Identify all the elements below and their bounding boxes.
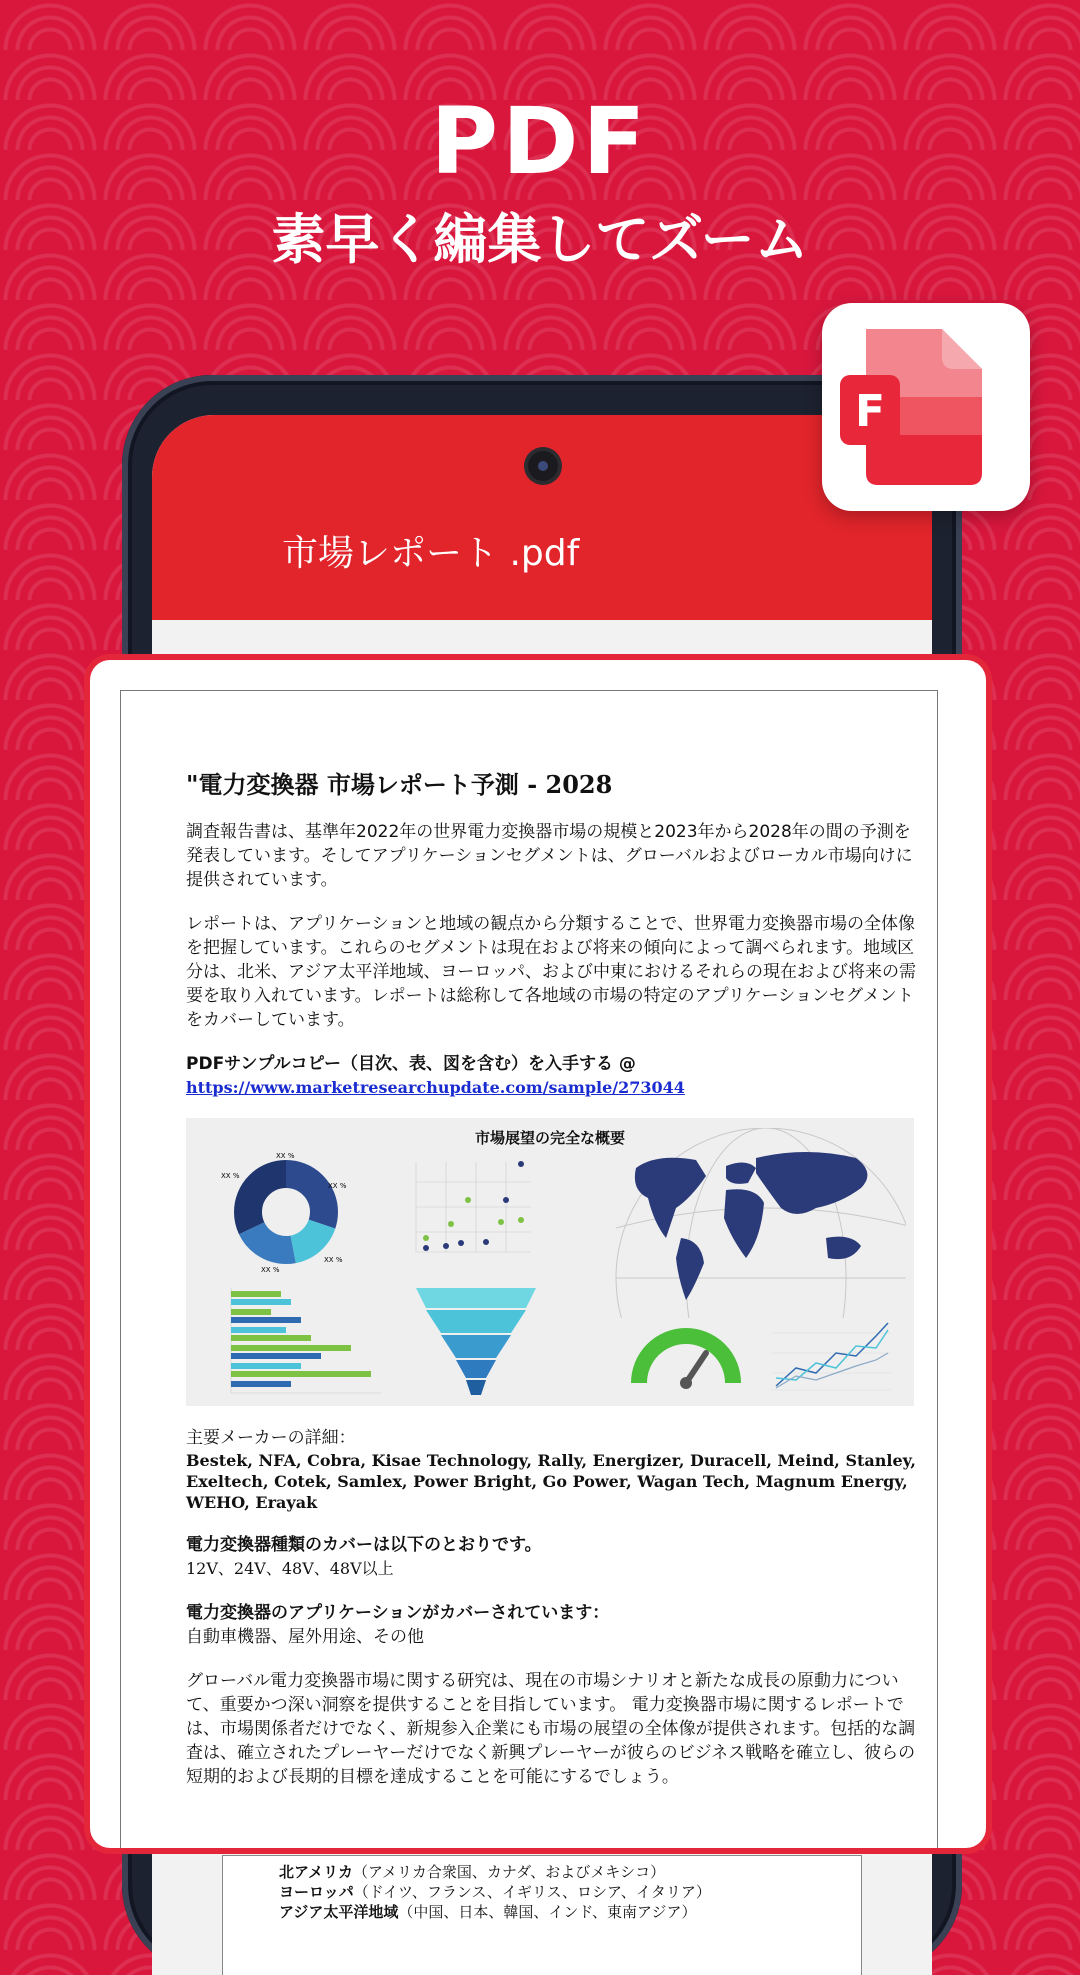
gauge-icon xyxy=(631,1313,741,1393)
document-title: "電力変換器 市場レポート予測 - 2028 xyxy=(186,770,613,799)
makers-label: 主要メーカーの詳細： xyxy=(186,1428,356,1448)
region-row: ヨーロッパ（ドイツ、フランス、イギリス、ロシア、イタリア） xyxy=(279,1883,711,1901)
line-chart-icon xyxy=(766,1318,896,1393)
front-camera-icon xyxy=(528,451,558,481)
donut-chart-icon xyxy=(216,1144,356,1274)
scatter-chart-icon xyxy=(406,1152,536,1262)
makers-list: Bestek, NFA, Cobra, Kisae Technology, Rally, Energizer, Duracell, Meind, Stanley, Exeltech, Cotek, Samlex, Power Bright, Go Power, Wagan Tech, Magnum Energy, WEHO, Erayak xyxy=(186,1451,916,1512)
document-content xyxy=(186,770,916,1809)
svg-text:XX %: XX % xyxy=(221,1172,240,1180)
sample-link[interactable]: https://www.marketresearchupdate.com/sample/273044 xyxy=(186,1078,685,1097)
svg-text:XX %: XX % xyxy=(276,1152,295,1160)
document-viewer-card xyxy=(84,654,992,1854)
infographic xyxy=(186,1118,914,1406)
paragraph: 調査報告書は、基準年2022年の世界電力変換器市場の規模と2023年から2028年の間の予測を発表しています。そしてアプリケーションセグメントは、グローバルおよびローカル市場向けに提供されています。 xyxy=(186,822,913,890)
types-list: 12V、24V、48V、48V以上 xyxy=(186,1559,394,1578)
applications-list: 自動車機器、屋外用途、その他 xyxy=(186,1627,424,1647)
pdf-file-icon xyxy=(822,303,1030,511)
svg-text:F: F xyxy=(854,386,886,437)
applications-label: 電力変換器のアプリケーションがカバーされています： xyxy=(186,1603,610,1623)
paragraph: レポートは、アプリケーションと地域の観点から分類することで、世界電力変換器市場の全体像を把握しています。これらのセグメントは現在および将来の傾向によって調べられます。地域区分は、北米、アジア太平洋地域、ヨーロッパ、および中東におけるそれらの現在および将来の需要を取り入れています。レポートは総称して各地域の市場の特定のアプリケーションセグメントをカバーしています。 xyxy=(186,914,916,1030)
app-logo xyxy=(822,303,1030,511)
region-row: アジア太平洋地域（中国、日本、韓国、インド、東南アジア） xyxy=(279,1903,697,1921)
types-label: 電力変換器種類のカバーは以下のとおりです。 xyxy=(186,1535,542,1555)
world-map-icon xyxy=(596,1128,906,1318)
region-row: 北アメリカ（アメリカ合衆国、カナダ、およびメキシコ） xyxy=(279,1863,666,1881)
file-title[interactable]: 市場レポート .pdf xyxy=(282,533,580,574)
bar-chart-icon xyxy=(216,1283,386,1398)
funnel-chart-icon xyxy=(411,1283,541,1398)
hero-title: PDF xyxy=(430,88,650,195)
sample-label: PDFサンプルコピー（目次、表、図を含む）を入手する @ xyxy=(186,1054,636,1074)
svg-text:XX %: XX % xyxy=(324,1256,343,1264)
svg-text:XX %: XX % xyxy=(328,1182,347,1190)
infographic-title: 市場展望の完全な概要 xyxy=(474,1129,625,1147)
paragraph: グローバル電力変換器市場に関する研究は、現在の市場シナリオと新たな成長の原動力について、重要かつ深い洞察を提供することを目指しています。 電力変換器市場に関するレポートでは、市場関係者だけでなく、新規参入企業にも市場の展望の全体像が提供されます。包括的な調査は、確立されたプレーヤーだけでなく新興プレーヤーが彼らのビジネス戦略を確立し、彼らの短期的および長期的目標を達成することを可能にするでしょう。 xyxy=(186,1671,916,1787)
hero-subtitle: 素早く編集してズーム xyxy=(271,208,809,271)
svg-text:XX %: XX % xyxy=(261,1266,280,1274)
app-header xyxy=(152,415,932,620)
document-page-peek xyxy=(222,1855,862,1975)
